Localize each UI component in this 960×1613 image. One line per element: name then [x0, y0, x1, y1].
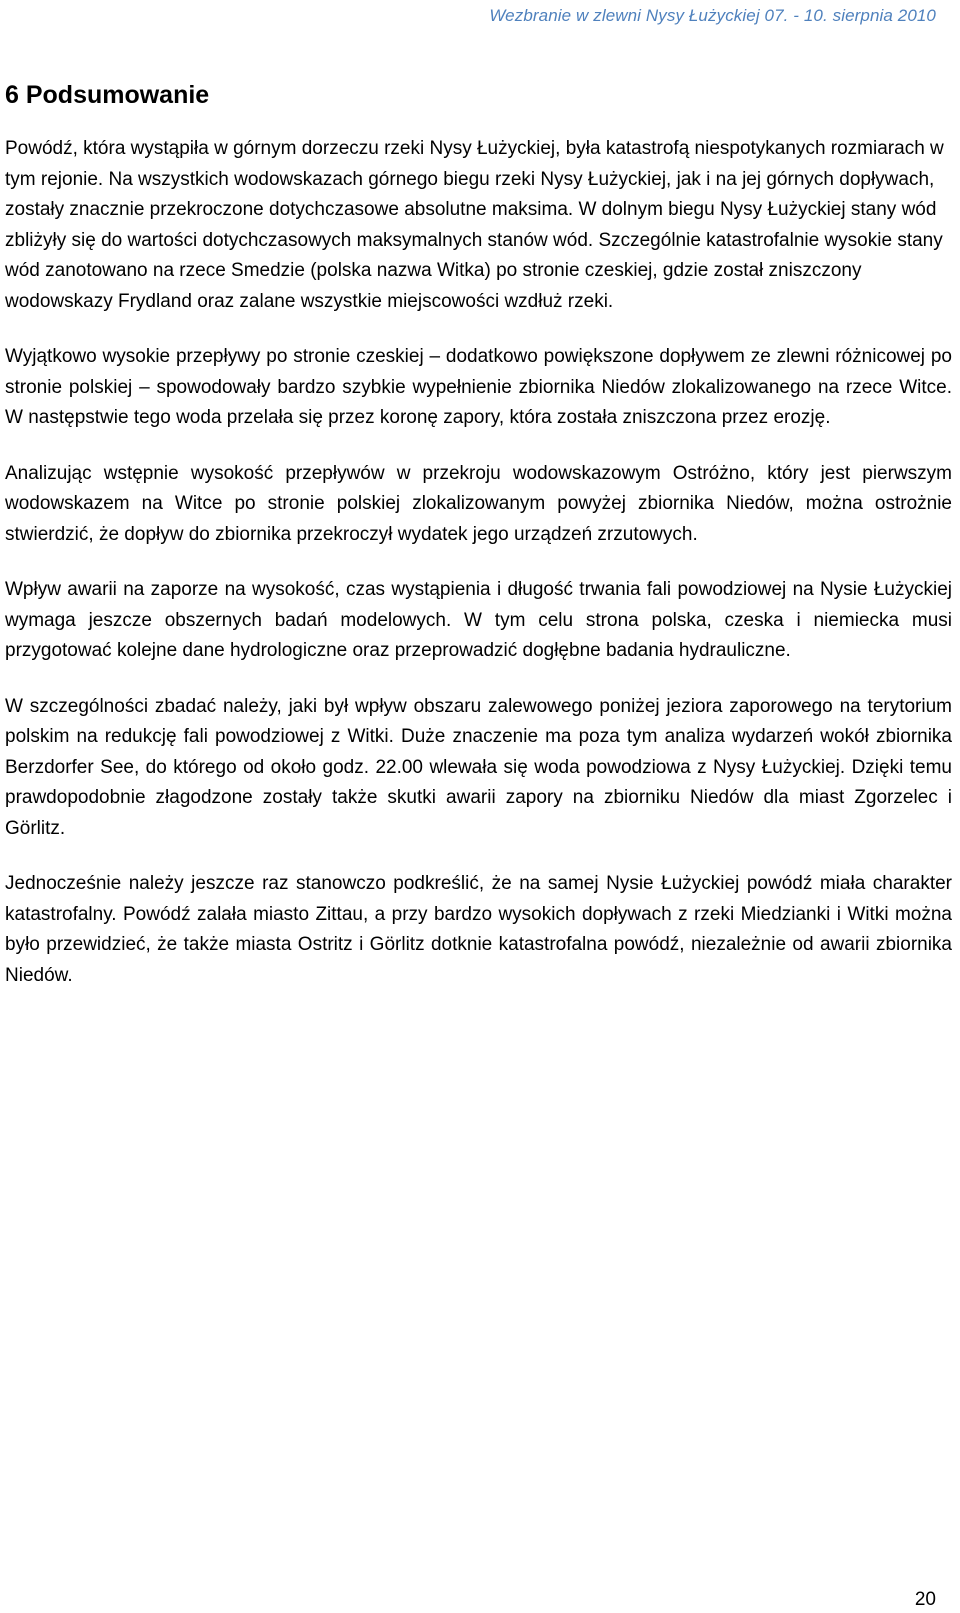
- page-number: 20: [914, 1589, 936, 1610]
- running-header: Wezbranie w zlewni Nysy Łużyckiej 07. - 10. sierpnia 2010: [489, 6, 936, 25]
- section-title: 6 Podsumowanie: [5, 81, 210, 109]
- paragraph-4: Wpływ awarii na zaporze na wysokość, czas wystąpienia i długość trwania fali powodziowej na Nysie Łużyckiej wymaga jeszcze obszernych badań modelowych. W tym celu strona polska, czeska i niemiecka musi przygotować kolejne dane hydrologiczne oraz przeprowadzić dogłębne badania hydrauliczne.: [5, 579, 952, 661]
- paragraph-3: Analizując wstępnie wysokość przepływów w przekroju wodowskazowym Ostróżno, który jest pierwszym wodowskazem na Witce po stronie polskiej zlokalizowanym powyżej zbiornika Niedów, można ostrożnie stwierdzić, że dopływ do zbiornika przekroczył wydatek jego urządzeń zrzutowych.: [5, 462, 952, 545]
- paragraph-5: W szczególności zbadać należy, jaki był wpływ obszaru zalewowego poniżej jeziora zaporowego na terytorium polskim na redukcję fali powodziowej z Witki. Duże znaczenie ma poza tym analiza wydarzeń wokół zbiornika Berzdorfer See, do którego od około godz. 22.00 wlewała się woda powodziowa z Nysy Łużyckiej. Dzięki temu prawdopodobnie złagodzone zostały także skutki awarii zapory na zbiorniku Niedów dla miast Zgorzelec i Görlitz.: [5, 695, 952, 839]
- paragraph-1: Powódź, która wystąpiła w górnym dorzeczu rzeki Nysy Łużyckiej, była katastrofą niespotykanych rozmiarach w tym rejonie. Na wszystkich wodowskazach górnego biegu rzeki Nysy Łużyckiej, jak i na jej górnych dopływach, zostały znacznie przekroczone dotychczasowe absolutne maksima. W dolnym biegu Nysy Łużyckiej stany wód zbliżyły się do wartości dotychczasowych maksymalnych stanów wód. Szczególnie katastrofalnie wysokie stany wód zanotowano na rzece Smedzie (polska nazwa Witka) po stronie czeskiej, gdzie został zniszczony wodowskazy Frydland oraz zalane wszystkie miejscowości wzdłuż rzeki.: [5, 138, 944, 312]
- document-body: [5, 78, 952, 1016]
- paragraph-6: Jednocześnie należy jeszcze raz stanowczo podkreślić, że na samej Nysie Łużyckiej powódź miała charakter katastrofalny. Powódź zalała miasto Zittau, a przy bardzo wysokich dopływach z rzeki Miedzianki i Witki można było przewidzieć, że także miasta Ostritz i Görlitz dotknie katastrofalna powódź, niezależnie od awarii zbiornika Niedów.: [5, 873, 952, 986]
- paragraph-2: Wyjątkowo wysokie przepływy po stronie czeskiej – dodatkowo powiększone dopływem ze zlewni różnicowej po stronie polskiej – spowodowały bardzo szybkie wypełnienie zbiornika Niedów zlokalizowanego na rzece Witce. W następstwie tego woda przelała się przez koronę zapory, która została zniszczona przez erozję.: [5, 346, 952, 428]
